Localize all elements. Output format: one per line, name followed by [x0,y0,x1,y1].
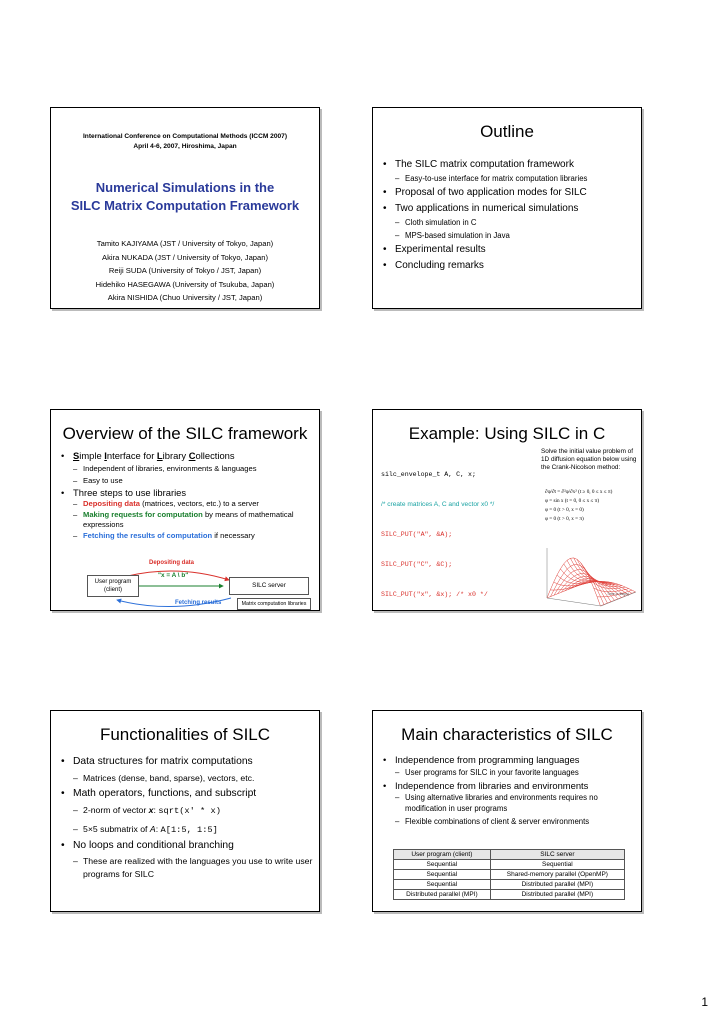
list-item: • Simple Interface for Library Collections – Independent of libraries, environments & languages – Easy to use [61,450,315,487]
list-item: – These are realized with the languages you use to write user programs for SILC [73,855,313,881]
slide-heading: Example: Using SILC in C [408,424,606,443]
table-cell: Distributed parallel (MPI) [490,880,624,890]
author: Reiji SUDA (University of Tokyo / JST, Japan) [108,266,262,275]
equation: ∂φ/∂t = ∂²φ/∂x² (t ≥ 0, 0 ≤ x ≤ π) [545,489,613,495]
list-item: • Data structures for matrix computations – Matrices (dense, band, sparse), vectors, etc. [61,755,313,787]
user-program-box: User program (client) [87,575,139,597]
conference-date: April 4-6, 2007, Hiroshima, Japan [133,143,237,150]
author: Tamito KAJIYAMA (JST / University of Tokyo, Japan) [96,239,274,248]
plot-axis-label: Time (x steps) [607,592,630,596]
slide-outline [372,107,642,309]
problem-description: Solve the initial value problem of 1D diffusion equation below using the Crank-Nicolson method: [541,448,637,471]
environment-table [393,849,625,900]
list-item: • No loops and conditional branching – These are realized with the languages you use to write user programs for SILC [61,839,313,881]
slide-heading: Overview of the SILC framework [62,424,308,443]
list-item: – Using alternative libraries and environments requires no modification in user programs [395,792,637,814]
code-line: SILC_PUT("A", &A); [381,531,453,538]
list-item: – Fetching the results of computation if necessary [73,531,315,542]
slide-functionalities [50,710,320,912]
code-line: /* create matrices A, C and vector x0 */ [381,501,495,508]
list-item: • Two applications in numerical simulations – Cloth simulation in C – MPS-based simulation in Java [383,202,635,242]
list-item: – Depositing data (matrices, vectors, etc.) to a server [73,499,315,510]
author: Akira NISHIDA (Chuo University / JST, Japan) [107,293,263,302]
equation: φ = 0 (t > 0, x = 0) [545,507,584,513]
list-item: – Flexible combinations of client & server environments [395,816,637,827]
column-header: User program (client) [394,850,491,860]
slide-heading: Main characteristics of SILC [401,725,613,744]
list-item: • Independence from libraries and environments – Using alternative libraries and environments requires no modification in user programs – Flexible combinations of client & server environments [383,779,637,827]
list-item: • Math operators, functions, and subscript – 2-norm of vector x: sqrt(x' * x) – 5×5 submatrix of A: A[1:5, 1:5] [61,787,313,839]
silc-diagram [51,410,320,611]
list-item: • Concluding remarks [383,259,635,273]
silc-server-box: SILC server [229,577,309,595]
libraries-box: Matrix computation libraries [237,598,311,610]
solution-surface-plot [541,540,639,610]
presentation-title-line2: SILC Matrix Computation Framework [70,198,300,213]
characteristics-list [383,753,637,827]
slide-overview [50,409,320,611]
equation: φ = 0 (t > 0, x = π) [545,516,584,522]
slide-heading: Functionalities of SILC [99,725,271,744]
list-item: • The SILC matrix computation framework – Easy-to-use interface for matrix computation libraries [383,158,635,185]
table-cell: Sequential [490,860,624,870]
table-cell: Distributed parallel (MPI) [394,890,491,900]
column-header: SILC server [490,850,624,860]
list-item: • Three steps to use libraries – Depositing data (matrices, vectors, etc.) to a server – Making requests for computation by means of mathematical expressions – Fetching the results of computation if necessary [61,487,315,542]
list-item: – Easy-to-use interface for matrix computation libraries [395,172,635,185]
author: Hidehiko HASEGAWA (University of Tsukuba, Japan) [95,279,275,289]
functionalities-list [61,755,313,881]
list-item: • Proposal of two application modes for SILC [383,186,635,200]
outline-list [383,158,635,273]
table-cell: Distributed parallel (MPI) [490,890,624,900]
list-item: – Matrices (dense, band, sparse), vectors, etc. [73,769,313,787]
slide-title [50,107,320,309]
code-line: SILC_PUT("x", &x); /* x0 */ [381,591,488,598]
table-cell: Shared-memory parallel (OpenMP) [490,870,624,880]
list-item: – User programs for SILC in your favorite languages [395,766,637,779]
table-cell: Sequential [394,880,491,890]
code-line: silc_envelope_t A, C, x; [381,471,476,478]
slide-characteristics [372,710,642,912]
table-row [394,880,625,890]
list-item: • Independence from programming languages – User programs for SILC in your favorite languages [383,753,637,779]
slide-heading: Outline [480,122,534,141]
author: Akira NUKADA (JST / University of Tokyo, Japan) [102,252,268,262]
code-listing [381,450,543,611]
fetching-label: Fetching results [175,600,222,606]
table-cell: Sequential [394,860,491,870]
presentation-title-line1: Numerical Simulations in the [95,180,275,195]
code-line: SILC_PUT("C", &C); [381,561,453,568]
list-item: – 2-norm of vector x: sqrt(x' * x) [73,801,313,820]
list-item: – Easy to use [73,475,315,487]
table-row [394,890,625,900]
list-item: – Making requests for computation by means of mathematical expressions [73,510,315,531]
conference-name: International Conference on Computational Methods (ICCM 2007) [82,133,288,140]
list-item: – MPS-based simulation in Java [395,229,635,242]
author-list [51,237,319,305]
list-item: – 5×5 submatrix of A: A[1:5, 1:5] [73,820,313,839]
table-row [394,860,625,870]
table-row [394,870,625,880]
list-item: – Independent of libraries, environments & languages [73,463,315,475]
list-item: • Experimental results [383,243,635,257]
equations [545,488,641,524]
depositing-label: Depositing data [149,560,195,566]
slide-example [372,409,642,611]
list-item: – Cloth simulation in C [395,216,635,229]
table-header-row [394,850,625,860]
table-cell: Sequential [394,870,491,880]
expression-label: "x = A \ b" [158,572,189,579]
equation: φ = sin x (t = 0, 0 ≤ x ≤ π) [545,498,600,504]
page-number: 1 [701,995,708,1009]
